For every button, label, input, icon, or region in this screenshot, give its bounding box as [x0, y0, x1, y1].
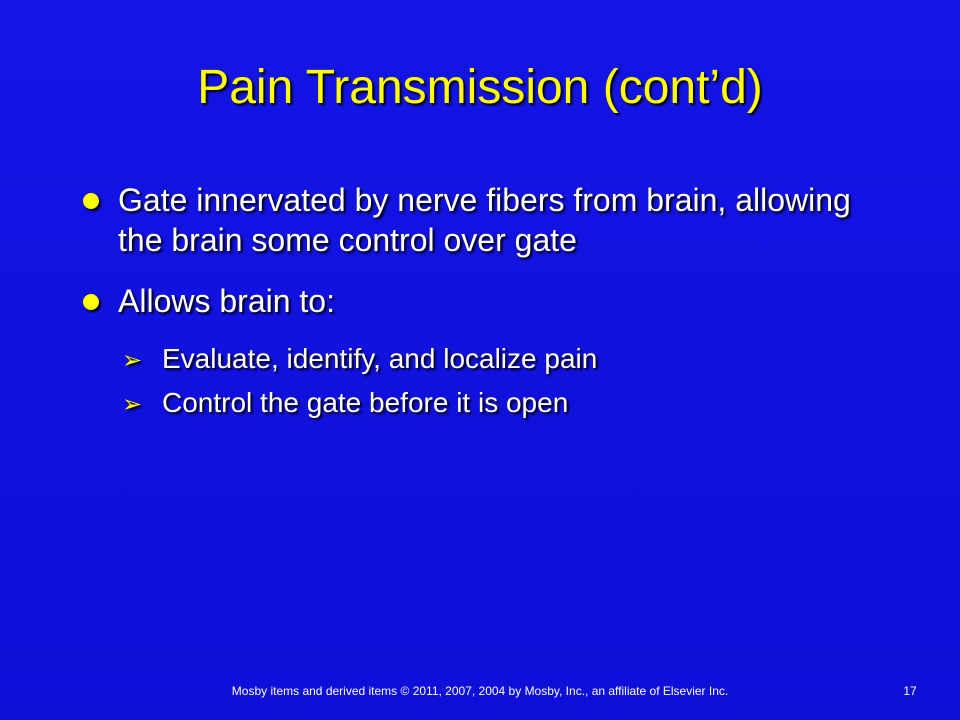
arrowhead-bullet-icon: ➢: [122, 390, 143, 418]
bullet-item: [82, 180, 902, 260]
copyright-footer: Mosby items and derived items © 2011, 2007, 2004 by Mosby, Inc., an affiliate of Elsevier Inc.: [231, 684, 729, 698]
bullet-text: Gate innervated by nerve fibers from brain, allowing the brain some control over gate: [118, 182, 851, 258]
arrowhead-bullet-icon: ➢: [122, 346, 143, 374]
sub-bullet-item: [122, 386, 902, 420]
slide-content: [82, 180, 902, 430]
sub-bullet-text: Evaluate, identify, and localize pain: [162, 343, 598, 374]
slide-title: Pain Transmission (cont’d): [197, 61, 763, 114]
bullet-dot-icon: [83, 294, 99, 310]
sub-bullet-list: [82, 342, 902, 420]
sub-bullet-item: [122, 342, 902, 376]
bullet-item: [82, 281, 902, 321]
bullet-text: Allows brain to:: [118, 283, 335, 319]
slide-number: 17: [903, 684, 917, 698]
bullet-dot-icon: [83, 193, 99, 209]
sub-bullet-text: Control the gate before it is open: [162, 387, 569, 418]
